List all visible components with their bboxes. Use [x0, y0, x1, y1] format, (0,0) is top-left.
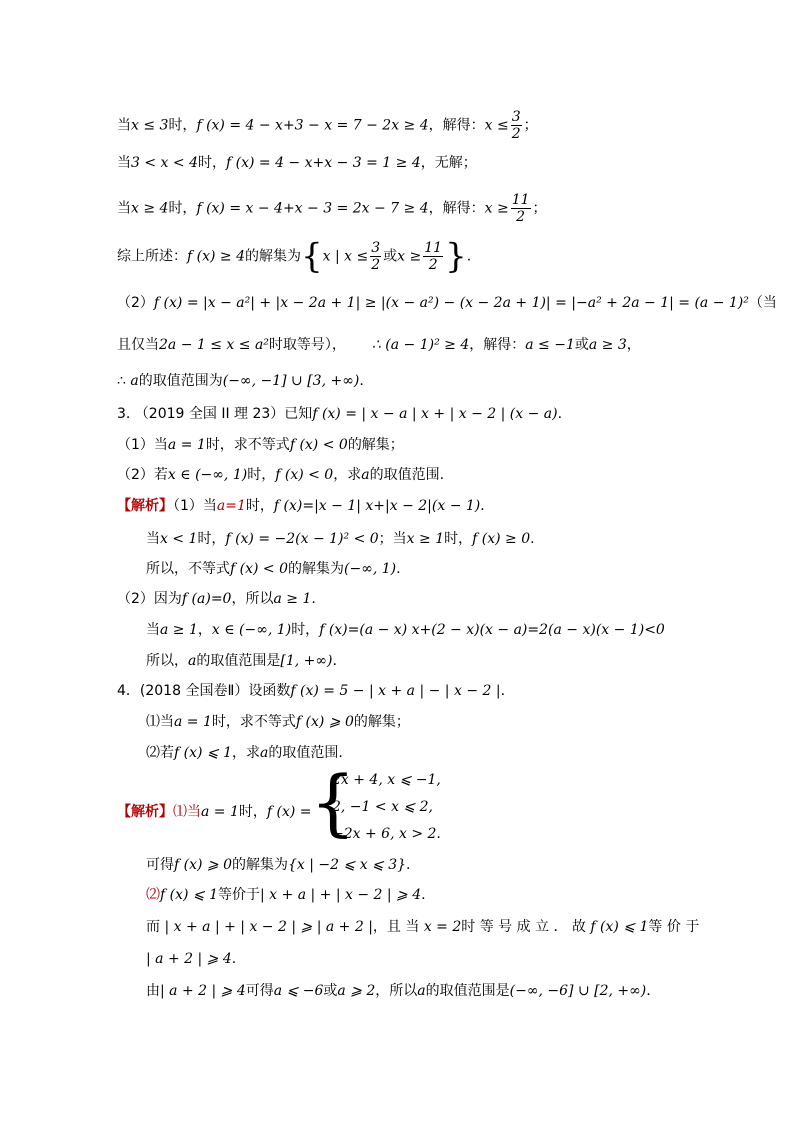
answer-3-part-2: （2）因为f (a)=0，所以a ≥ 1. — [117, 591, 316, 607]
question-3-part-1: （1）当a = 1时，求不等式f (x) < 0的解集； — [117, 437, 404, 453]
summary-line: 综上所述：f (x) ≥ 4的解集为{x | x ≤ $\frac{3}{2}$ 或x ≥ $\frac{11}{2}$ }. — [117, 236, 472, 277]
answer-3-header: 【解析】（1）当a=1时，f (x)=|x − 1| x+|x − 2|(x − 1). — [117, 498, 485, 514]
answer-4-equivalence-cont: | a + 2 | ⩾ 4. — [146, 951, 237, 967]
document-page: 当x ≤ 3时，f (x) = 4 − x+3 − x = 7 − 2x ≥ 4，解得：x ≤ $\frac{3}{2}$ ； 当3 < x < 4时，f (x) = 4 − x+x − 3 = 1 ≥ 4，无解； 当x ≥ 4时，f (x) = x − 4+x − 3 = 2x − 7 ≥ 4，解得：x ≥ $\frac{11}{2}$ ； 综上所述：f (x) ≥ 4的解集为{x | x ≤ $\frac{3}{2}$ 或x ≥ $\frac{11}{2}$ }. （2）f (x) = |x − a²| + |x − 2a + 1| ≥ |(x − a²) − (x − 2a + 1)| = |−a² + 2a − 1| = (a − 1)²（当 且仅当2a − 1 ≤ x ≤ a²时取等号）， ∴ (a − 1)² ≥ 4，解得：a ≤ −1或a ≥ 3， ∴ a的取值范围为(−∞, −1] ∪ [3, +∞). 3. （2019 全国 II 理 23）已知f (x) = | x − a | x + | x − 2 | (x − a). （1）当a = 1时，求不等式f (x) < 0的解集； （2）若x ∈ (−∞, 1)时，f (x) < 0，求a的取值范围. 【解析】（1）当a=1时，f (x)=|x − 1| x+|x − 2|(x − 1). 当x < 1时，f (x) = −2(x − 1)² < 0；当x ≥ 1时，f (x) ≥ 0. 所以，不等式f (x) < 0的解集为(−∞, 1). （2）因为f (a)=0，所以a ≥ 1. 当a ≥ 1，x ∈ (−∞, 1)时，f (x)=(a − x) x+(2 − x)(x − a)=2(a − x)(x − 1)<0 所以，a的取值范围是[1, +∞). 4．(2018 全国卷Ⅱ）设函数f (x) = 5 − | x + a | − | x − 2 |. ⑴当a = 1时，求不等式f (x) ⩾ 0的解集； ⑵若f (x) ⩽ 1，求a的取值范围. 【解析】⑴当a = 1时，f (x) = { 2x + 4, x ⩽ −1, 2, −1 < x ⩽ 2, −2x + 6, x > 2. 可得f (x) ⩾ 0的解集为{x | −2 ⩽ x ⩽ 3}. ⑵f (x) ⩽ 1等价于| x + a | + | x − 2 | ⩾ 4. 而 | x + a | + | x − 2 | ⩾ | a + 2 |，且 当 x = 2时 等 号 成 立 ． 故 f (x) ⩽ 1等 价 于 | a + 2 | ⩾ 4. 由| a + 2 | ⩾ 4可得a ⩽ −6或a ⩾ 2，所以a的取值范围是(−∞, −6] ∪ [2, +∞). — [117, 109, 777, 999]
answer-3-solution-set: 所以，不等式f (x) < 0的解集为(−∞, 1). — [146, 561, 401, 577]
answer-4-range: 由| a + 2 | ⩾ 4可得a ⩽ −6或a ⩾ 2，所以a的取值范围是(−∞, −6] ∪ [2, +∞). — [146, 983, 651, 999]
question-4-part-2: ⑵若f (x) ⩽ 1，求a的取值范围. — [146, 745, 343, 761]
range-result-line: ∴ a的取值范围为(−∞, −1] ∪ [3, +∞). — [117, 373, 364, 389]
left-brace: { — [310, 760, 356, 844]
answer-4-solution-set: 可得f (x) ⩾ 0的解集为{x | −2 ⩽ x ⩽ 3}. — [146, 857, 411, 873]
answer-4-equivalence: 而 | x + a | + | x − 2 | ⩾ | a + 2 |，且 当 x = 2时 等 号 成 立 ． 故 f (x) ⩽ 1等 价 于 — [146, 919, 700, 935]
fraction-11-2: $\frac{11}{2}$ — [511, 192, 530, 225]
part2-inequality-line: （2）f (x) = |x − a²| + |x − 2a + 1| ≥ |(x − a²) − (x − 2a + 1)| = |−a² + 2a − 1| = (a − 1)²（当 — [117, 295, 777, 311]
question-3-title: 3. （2019 全国 II 理 23）已知f (x) = | x − a | x + | x − 2 | (x − a). — [117, 406, 563, 422]
question-4-title: 4．(2018 全国卷Ⅱ）设函数f (x) = 5 − | x + a | − | x − 2 |. — [117, 683, 506, 699]
case-x-le-3-line: 当x ≤ 3时，f (x) = 4 − x+3 − x = 7 − 2x ≥ 4，解得：x ≤ $\frac{3}{2}$ ； — [117, 109, 538, 142]
answer-3-derivation: 当a ≥ 1，x ∈ (−∞, 1)时，f (x)=(a − x) x+(2 − x)(x − a)=2(a − x)(x − 1)<0 — [146, 622, 665, 638]
analysis-tag: 【解析】 — [117, 498, 173, 514]
analysis-tag: 【解析】 — [117, 804, 173, 820]
fraction-3-2: $\frac{3}{2}$ — [511, 109, 521, 142]
case-x-ge-4-line: 当x ≥ 4时，f (x) = x − 4+x − 3 = 2x − 7 ≥ 4，解得：x ≥ $\frac{11}{2}$ ； — [117, 192, 547, 225]
answer-4-part-2: ⑵f (x) ⩽ 1等价于| x + a | + | x − 2 | ⩾ 4. — [146, 887, 426, 903]
answer-3-range: 所以，a的取值范围是[1, +∞). — [146, 653, 337, 669]
answer-3-cases: 当x < 1时，f (x) = −2(x − 1)² < 0；当x ≥ 1时，f (x) ≥ 0. — [146, 531, 535, 547]
answer-4-header: 【解析】⑴当a = 1时，f (x) = — [117, 804, 312, 820]
equality-condition-line: 且仅当2a − 1 ≤ x ≤ a²时取等号）， ∴ (a − 1)² ≥ 4，解得：a ≤ −1或a ≥ 3， — [117, 337, 641, 353]
question-3-part-2: （2）若x ∈ (−∞, 1)时，f (x) < 0，求a的取值范围. — [117, 467, 445, 483]
case-3-lt-x-lt-4-line: 当3 < x < 4时，f (x) = 4 − x+x − 3 = 1 ≥ 4，无解； — [117, 155, 477, 171]
question-4-part-1: ⑴当a = 1时，求不等式f (x) ⩾ 0的解集； — [146, 714, 410, 730]
